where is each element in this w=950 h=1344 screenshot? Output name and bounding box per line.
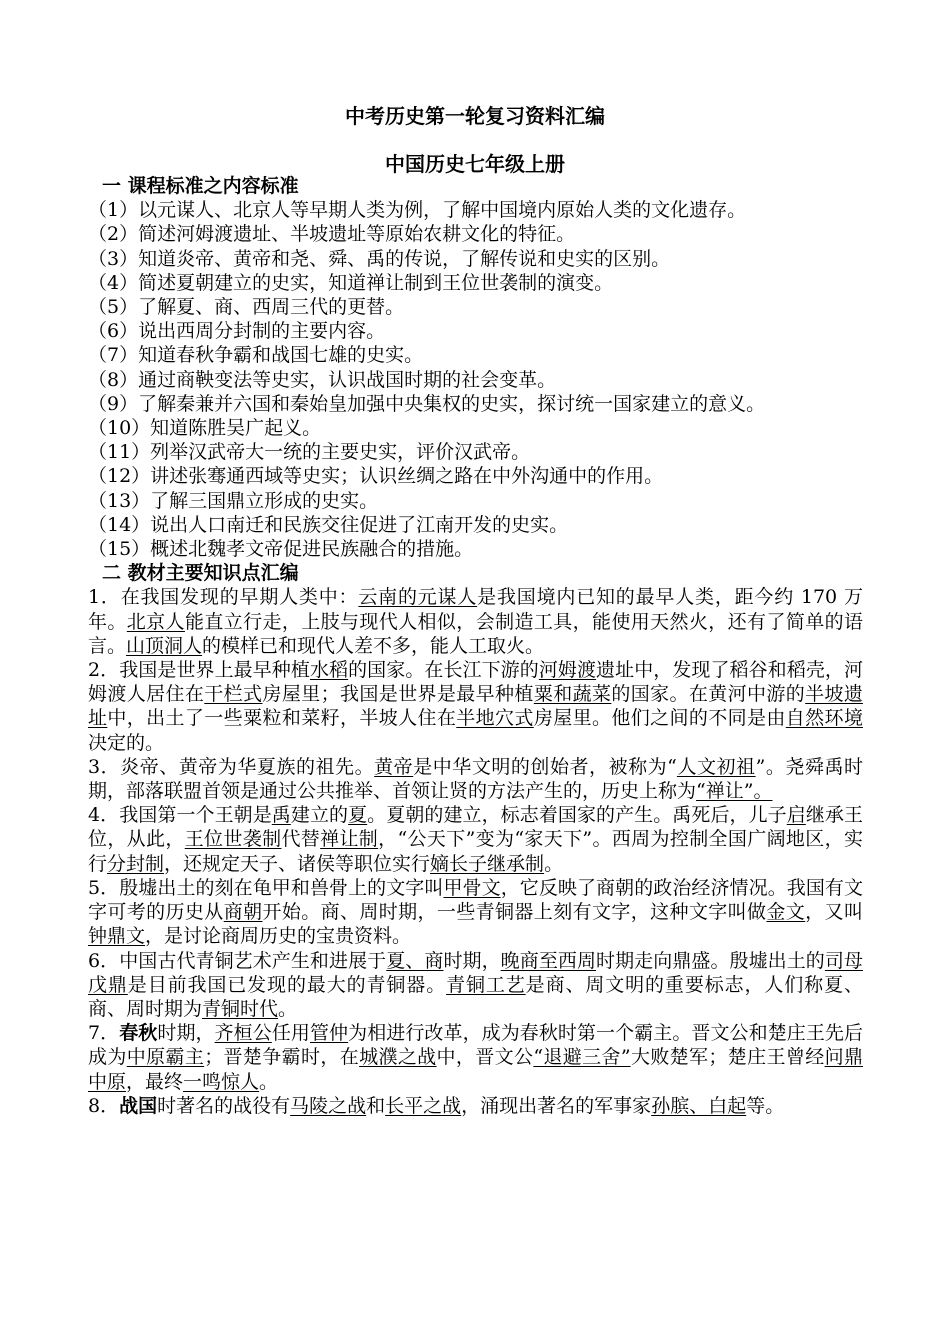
key-term: 商朝 — [223, 901, 263, 924]
knowledge-point — [88, 1021, 863, 1094]
text-run: ，它反映了商朝的政治经济情况。我国有文字可考的历史从 — [88, 876, 863, 924]
text-run: 任用 — [271, 1022, 310, 1045]
text-run: 时著名的战役有 — [157, 1094, 291, 1117]
text-run: ，是讨论商周历史的宝贵资料。 — [145, 925, 412, 948]
standard-item: （14）说出人口南迁和民族交往促进了江南开发的史实。 — [88, 513, 569, 536]
standard-item: （4）简述夏朝建立的史实，知道禅让制到王位世袭制的演变。 — [88, 271, 614, 294]
text-run: 时期， — [157, 1022, 215, 1045]
standard-item: （3）知道炎帝、黄帝和尧、舜、禹的传说，了解传说和史实的区别。 — [88, 247, 671, 270]
text-run: 2．我国是世界上最早种植 — [88, 659, 310, 682]
section-1-heading: 一 课程标准之内容标准 — [102, 175, 299, 197]
standard-item: （11）列举汉武帝大一统的主要史实，评价汉武帝。 — [88, 441, 531, 464]
text-run: 决定的。 — [88, 731, 165, 754]
text-run: 时期， — [443, 949, 501, 972]
knowledge-point — [88, 876, 863, 949]
key-term: 问鼎中原 — [88, 1046, 863, 1093]
key-term: 分封制 — [107, 852, 165, 875]
text-run: 6．中国古代青铜艺术产生和进展于 — [88, 949, 387, 972]
document-subtitle: 中国历史七年级上册 — [385, 152, 565, 176]
key-term: 干栏式 — [204, 683, 263, 706]
key-term: 管仲 — [309, 1022, 349, 1045]
standard-item: （15）概述北魏孝文帝促进民族融合的措施。 — [88, 538, 474, 561]
standard-item: （5）了解夏、商、西周三代的更替。 — [88, 296, 405, 319]
key-term: 青铜工艺 — [446, 973, 526, 996]
standard-item: （10）知道陈胜吴广起义。 — [88, 417, 322, 440]
key-term: 司母戊鼎 — [88, 949, 863, 996]
text-run: 3．炎帝、黄帝为华夏族的祖先。 — [88, 755, 375, 778]
text-run: 代替 — [281, 828, 321, 851]
standard-item: （12）讲述张骞通西域等史实；认识丝绸之路在中外沟通中的作用。 — [88, 465, 664, 488]
key-term: 自然环境 — [785, 707, 863, 730]
text-run: 的模样已和现代人差不多，能人工取火。 — [202, 634, 545, 657]
key-term: 黄帝 — [374, 755, 414, 778]
key-term: 水稻 — [309, 659, 349, 682]
standard-item: （8）通过商鞅变法等史实，认识战国时期的社会变革。 — [88, 368, 557, 391]
key-term: 王位世袭制 — [184, 828, 282, 851]
key-term: 金文 — [766, 901, 806, 924]
text-run: 建立的 — [290, 804, 349, 827]
text-run: 8． — [88, 1094, 120, 1117]
key-term: 钟鼎文 — [88, 925, 146, 948]
content-standards-list — [88, 198, 863, 561]
standard-item: （1）以元谋人、北京人等早期人类为例，了解中国境内原始人类的文化遗存。 — [88, 199, 747, 222]
knowledge-points-list — [88, 585, 863, 1117]
text-run: 开始。商、周时期，一些青铜器上刻有文字，这种文字叫做 — [262, 901, 767, 924]
text-run: ，最终 — [126, 1070, 184, 1093]
text-run: 时期走向鼎盛。殷墟出土的 — [596, 949, 825, 972]
bold-term: 战国 — [119, 1094, 158, 1117]
text-run: 1．在我国发现的早期人类中： — [88, 586, 359, 609]
key-term: 半坡遗址 — [88, 683, 863, 730]
knowledge-point — [88, 803, 863, 876]
knowledge-point — [88, 949, 863, 1022]
text-run: 中，出土了一些粟粒和菜籽，半坡人住在 — [107, 707, 457, 730]
text-run: 继承王位，从此， — [88, 804, 863, 851]
text-run: 。 — [544, 852, 564, 875]
key-term: 马陵之战 — [290, 1094, 367, 1117]
knowledge-point — [88, 658, 863, 755]
document-title: 中考历史第一轮复习资料汇编 — [345, 104, 605, 128]
text-run: ；晋楚争霸时，在 — [204, 1046, 360, 1069]
text-run: 。 — [259, 1070, 279, 1093]
key-term: 禅让制 — [320, 828, 379, 851]
bold-term: 春秋 — [119, 1022, 158, 1045]
key-term: 夏、商 — [386, 949, 444, 972]
text-run: 是目前我国已发现的最大的青铜器。 — [127, 973, 447, 996]
key-term: 嫡长子继承制 — [430, 852, 545, 875]
key-term: “退避三舍” — [533, 1046, 631, 1069]
text-run: 4．我国第一个王朝是 — [88, 804, 272, 827]
key-term: 云南的元谋人 — [358, 586, 478, 609]
text-run: 的国家。在长江下游的 — [348, 659, 539, 682]
text-run: ，“公天下”变为“家天下”。西周为控制全国广阔地区，实行 — [88, 828, 863, 875]
key-term: 晚商至西周 — [500, 949, 597, 972]
key-term: 甲骨文 — [443, 876, 501, 899]
standard-item: （13）了解三国鼎立形成的史实。 — [88, 489, 379, 512]
key-term: 河姆渡 — [538, 659, 597, 682]
key-term: 禹 — [271, 804, 291, 827]
key-term: 孙膑、白起 — [651, 1094, 747, 1117]
key-term: 粟和蔬菜 — [533, 683, 612, 706]
text-run: ，涌现出著名的军事家 — [461, 1094, 652, 1117]
key-term: 启 — [786, 804, 806, 827]
text-run: 遗址中，发现了稻谷和稻壳，河姆渡人居住在 — [88, 659, 863, 706]
key-term: 齐桓公 — [214, 1022, 272, 1045]
text-run: 7． — [88, 1022, 120, 1045]
text-run: 的国家。在黄河中游的 — [611, 683, 806, 706]
key-term: 青铜时代 — [202, 997, 279, 1020]
key-term: 长平之战 — [385, 1094, 462, 1117]
text-run: 等。 — [746, 1094, 785, 1117]
key-term: 中原霸主 — [126, 1046, 205, 1069]
standard-item: （6）说出西周分封制的主要内容。 — [88, 320, 386, 343]
text-run: ，还规定天子、诸侯等职位实行 — [164, 852, 431, 875]
key-term: 半地穴式 — [456, 707, 534, 730]
document-body — [88, 174, 863, 1118]
knowledge-point — [88, 1094, 863, 1118]
standard-item: （2）简述河姆渡遗址、半坡遗址等原始农耕文化的特征。 — [88, 223, 576, 246]
knowledge-point — [88, 585, 863, 658]
text-run: 中，晋文公 — [436, 1046, 534, 1069]
text-run: 是商、周文明的重要标志，人们称夏、商、周时期为 — [88, 973, 863, 1020]
key-term: 一鸣惊人 — [183, 1070, 260, 1093]
text-run: 大败楚军；楚庄王曾经 — [630, 1046, 825, 1069]
key-term: 北京人 — [126, 610, 185, 633]
section-2-heading: 二 教材主要知识点汇编 — [102, 562, 299, 585]
key-term: “禅让”。 — [696, 780, 773, 803]
text-run: 。 — [278, 997, 298, 1020]
text-run: 5．殷墟出土的刻在龟甲和兽骨上的文字叫 — [88, 876, 444, 899]
key-term: 夏 — [348, 804, 368, 827]
text-run: 是中华文明的创始者，被称为“ — [413, 755, 677, 778]
text-run: 和 — [366, 1094, 386, 1117]
text-run: 房屋里；我国是世界是最早种植 — [262, 683, 534, 706]
text-run: 房屋里。他们之间的不同是由 — [533, 707, 786, 730]
standard-item: （7）知道春秋争霸和战国七雄的史实。 — [88, 344, 424, 367]
key-term: 人文初祖 — [676, 755, 756, 778]
key-term: 城濮之战 — [359, 1046, 437, 1069]
standard-item: （9）了解秦兼并六国和秦始皇加强中央集权的史实，探讨统一国家建立的意义。 — [88, 392, 766, 415]
text-run: 。夏朝的建立，标志着国家的产生。禹死后，儿子 — [367, 804, 787, 827]
text-run: 为相进行改革，成为春秋时第一个霸主。晋文公和楚庄王先后成为 — [88, 1022, 863, 1069]
text-run: 能直立行走，上肢与现代人相似，会制造工具，能使用天然火，还有了简单的语言。 — [88, 610, 863, 657]
key-term: 山顶洞人 — [126, 634, 203, 657]
text-run: ”。尧舜禹时期，部落联盟首领是通过公共推举、首领让贤的方法产生的，历史上称为 — [88, 755, 863, 803]
text-run: ，又叫 — [805, 901, 863, 924]
text-run: 是我国境内已知的最早人类，距今约 170 万年。 — [88, 586, 863, 633]
knowledge-point — [88, 755, 863, 803]
